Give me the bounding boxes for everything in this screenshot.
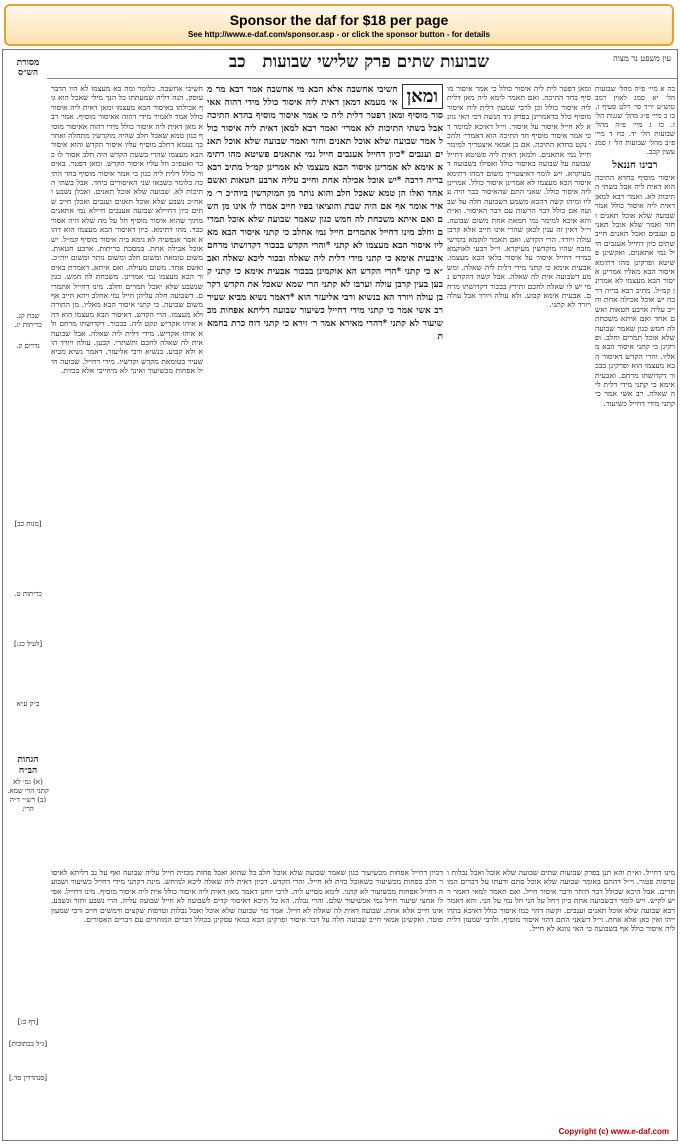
haghot-habach-text: (א) גמ׳ לא קתני הרי שמא. (ב) רש״י ד״ה הרי: <box>7 778 49 813</box>
rabbeinu-chananel-text: איסור מוסיף בחדא התיכה הוא דאית ליה אבל בשתי התיכות לא. ואמר רבא למאן דאית ליה איסור כולל אמר שבועה שלא אוכל תאנים וחזר ואמר שלא אוכל תאנים וענבים ואכל תאנים חייב שתים כיון דחייל אענבים חייל נמי אתאנים. ואקשינן פשיטא ופרקינן מהו דתימא איסור הבא מאליו אמרינן איסור הבא מעצמו לא אמרינן קמ״ל. מתיב רבא בריה דרבה יש אוכל אכילה אחת וחייב עליה ארבע חטאות ואשם אחד ואם איתא משכחת לה חמש כגון שאמר שבועה שלא אוכל תמרים וחלב. ופרקינן כי קתני איסור הבא מאליו. והרי הקדש דאיסור הבא מעצמו הוא ופרקינן בבכור דקדושתו מרחם. ואבעית אימא כי קתני מידי דלית ליה שאלה. רב אשי אמר כי קתני מידי דחייל כשיעור. <box>595 173 675 408</box>
gemara-opening-word: ומאן <box>402 84 443 109</box>
margin-note: [דף כ:] <box>17 1018 39 1026</box>
margin-note: [סנהדרין סד.] <box>9 1074 47 1082</box>
header-rule <box>47 78 677 79</box>
ein-mishpat-title: עין משפט נר מצוה <box>613 54 671 63</box>
margin-note: [מנות כב] <box>14 520 42 528</box>
page-number: כב <box>229 52 246 72</box>
rashi-column <box>51 84 203 864</box>
margin-note: כריתות ט. <box>14 590 42 598</box>
page-header-title: שבועות שתים פרק שלישי שבועות <box>262 52 489 72</box>
sponsor-title: Sponsor the daf for $18 per page <box>229 12 449 28</box>
mesoret-hashas-title: מסורת הש״ס <box>16 58 40 78</box>
ein-mishpat-text: כה א מיי׳ פ״ה מהל׳ שבועות הל׳ יא סמג לאוין רמב טוש״ע יו״ד סי׳ רלט סעיף ז. כו ב מיי׳ פ״ג מהל׳ שגגות הל׳ ז. כז ג מיי׳ פ״ה מהל׳ שבועות הל׳ יד. כח ד מיי׳ פ״ב מהל׳ שבועות הל׳ ז סמג עשין קכב. <box>595 84 675 156</box>
sponsor-subtitle[interactable]: See http://www.e-daf.com/sponsor.asp - or click the sponsor button - for details <box>188 30 490 39</box>
bottom-tosafot-text: מינו דחייל. וא״ת והא תנן בפרק שבועות שתים שבועה שלא אוכל ואכל נבלות וטרפות פטור. וי״ל דהתם באומר שבועה שלא אוכל סתם ודעתו על דברים המותרים. אבל היכא שכולל דבר היתר ודבר איסור חייל. ואם תאמר למאי דאמר ריש לקיש. ויש לומר דבשבועה אחת כיון דחל על הני חל נמי על הני. והא דאמר רבא שבועה שלא אוכל תאנים וענבים. וקשה דהוי כמו איסור כולל דאיכא בתרוייהו ואין כאן אלא אחת. וי״ל דשאני התם דהוי איסור מוסיף. ולרבי שמעון דלית ליה איסור כולל אף בשבועה כי האי גוונא לא חייל. <box>447 868 675 934</box>
bottom-rashi-column <box>51 868 443 1130</box>
gemara-text: חשיבי אחשבה אלא הבא מי אחשבה אמר רבא מר מאי מעמא דמאן דאית ליה איסור כולל מידי דהוה אאיסור מוסיף ומאן דפטר דלית ליה כי אמר איסור מוסיף בהדא התיכה אבל בשתי התיכות לא אמרי׳ ואמר רבא למאן דאית ליה איסור כולל אמר שבועה שלא אוכל תאנים וחזר ואמר שבועה שלא אוכל תאנים וענבים *כיון דחייל אענבים חייל נמי אתאנים פשיטא מהו דתימא אימא לא אמרינן איסור הבא מעצמו לא אמרינן קמ״ל מתיב רבא בריה דרבה *יש אוכל אכילה אחת וחייב עליה ארבע חטאות ואשם אחד ואלו הן טמא שאכל חלב והוא נותר מן המוקדשין ביוה״כ ר׳ מאיר אומר אף אם היה שבת והוציאו בפיו חייב אמרו לו אינו מן השם ואם איתא משכחת לה חמש כגון שאמר שבועה שלא אוכל תמרים וחלב מינו דחייל אתמרים חייל נמי אחלב כי קתני איסור הבא מאליו איסור הבא מעצמו לא קתני *והרי הקדש בבכור דקדושתו מרחם איבעית אימא כי קתני מידי דלית ליה שאלה ובכור ליכא שאלה ואב״א כי קתני *הרי הקדש הא אוקמינן בבכור אבעית אימא כי קתני קבען בעין קרבן עולה וערבו לא קתני הרי שמא שאכל את הקדש דקרבן עולה ויורד הא בנשיא ורבי אליעזר הוא *דאמר נשיא מביא שעיר רב אשי אמר כי קתני מידי דחייל כשיעור שבועה דליתא אפחות מכשיעור לא קתני *דהרי מאירא אמר ר׳ זירא כי קתני דוה כרת בחמאת <box>207 85 443 342</box>
tosafot-text: ומאן דפטר לית ליה איסור כולל כי אמר איסור מוסיף בחד התיכה. ואם תאמר לימא ליה מאן דלית ליה איסור כולל וכן לרבי שמעון דלית ליה איסור מוסיף כלל כדאמרינן בפרק גיד הנשה דכי האי גוונא לא חייל איסור על איסור. וי״ל דאיכא למימר דכי אמר איסור מוסיף חד התיכה הוא דאמרי׳ ולהכי נקט בחדא התיכה. אם כן אמאי איצטריך למימר חייל נמי אתאנים. ולמאן דאית ליה פשיטא דחייל שבועה על שבועה באיסור כולל ואפילו בשבועה דמעיקרא. ויש לומר דאיצטריך משום דמהו דתימא איסור הבא מעצמו לא אמרינן איסור כולל. אמרינן ליה איסור כולל. שאני התם שהאיסור כבר היה עליו ומיהו קשה דהכא משמע דשבועה חלה על שבועה אם כולל דבר הרשות עם דבר האיסור. וא״ת והא איכא למימר נמי חמאת אחת משום שבועה. וי״ל דאין זה ענין לכאן שהרי אינו חייב אלא קרבן עולה ויורד. הרי הקדש. ואם תאמר לוקמא בקדשי מזבח שהיו מוקדשין מעיקרא. וי״ל דבעי לאוקמא במידי דחייל איסור על איסור בלאו הבא מעצמו. אבעית אימא כי קתני מידי דלית ליה שאלה. ומשמע דשבועה אית לה שאלה. אבל קשה דהקדש נמי יש לו שאלה לחכם ותירץ בבכור דקדושתו מרחם. אבעית אימא קבוע. ולא עולה ויורד אבל עולה ויורד לא קתני. <box>447 84 591 310</box>
rabbeinu-chananel-title: רבינו חננאל <box>612 160 658 171</box>
copyright-notice[interactable]: Copyright (c) www.e-daf.com <box>558 1127 669 1136</box>
talmud-page <box>2 49 678 1141</box>
tosafot-column <box>447 84 591 864</box>
margin-note: שבת קנ. כריתות יג. <box>14 312 42 329</box>
bottom-tosafot-column <box>447 868 675 1130</box>
margin-note: נדרים ק. <box>16 342 40 350</box>
haghot-habach-title: הגהות הב״ח <box>17 755 39 776</box>
margin-note: [לעיל כג:] <box>13 640 43 648</box>
sponsor-banner[interactable] <box>4 4 674 46</box>
margin-note: [ג״ל בכתובות] <box>8 1040 48 1048</box>
bottom-rashi-text: דכיון דחייל אפחות מכשיעור כגון שאמר שבועה שלא אוכל חלב כל שהוא ואכל פחות מכזית חייל עליה שבועה ואף על גב דליתא לאיסור חלב בפחות מכשיעור כשאוכל כזית לא חייל. והרי הקדש. דכיון דאית ליה שאלה ליכא למיחש. מינה דקתני מידי דחייל כשיעור ושבועה דחייל אפחות מכשיעור לא קתני. לימא מסייע ליה. לרבי יוחנן דאמר מאן דאית ליה איסור כולל אית ליה איסור מוסיף. מינו דחייל. אפילו אחצי שיעור חייל נמי אכשיעור שלם. והרי נבלה. הא כל היכא דאיסור קדים לשבועה לא חייל שבועה עליה. הרי נשבע וחזר ונשבע. אינו חייב אלא אחת. שבועה דאית לה שאלה לא חייל. אמר מר שבועה שלא אוכל ואכל נבלות וטרפות שקצים ורמשים חייב ורבי שמעון פוטר. ואקשינן אמאי חייב שבועה חלה על דבר איסור ופרקינן הכא במאי עסקינן בכולל דברים המותרים עם דברים האסורים. <box>51 868 443 925</box>
rashi-text: חשיבי אחשבה. כלומר ומה בא מעצמו לא היו הדבר עוסק. הנה דליה שמעתתו כל הנך מילי שאכל הוא גוף אכילתו באיסור הבא מעצמו ומאן דאית ליה איסור כולל אמר לאמיר מידי דהוה אאיסור מוסיף. אמר רבא מאן דאית ליה איסור כולל מידי דהוה אאיסור מוסיף כגון טמא שאכל חלב שהיה מוקדשין מתחלה ואחר כך נטמא דחלב מוסיף עליו איסור הקדש והוא איסור הבא מעצמו שהרי בשעת הקדש היה חלב אסור לו כבר ואעפ״כ חל עליו איסור הקדש. ומאן דפטר. באיסור כולל דלית ליה כגון כי אמר איסור מוסיף בחד התיכה כלומר כשבאו שני האיסורים ביחד. אבל בשתי התיכות לא. שבועה שלא אוכל תאנים. ואכלן נשבע ואח״כ נשבע שלא אוכל תאנים וענבים ואכלן חייב שתים כיון דחיילא שבועה אענבים חיילא נמי אתאנים מתוך שהוא איסור מוסיף חל על מה שלא היה אסור כבר. מהו דתימא. כיון דאיסור הבא מעצמו הוא דהוא אסר אנפשיה לא נימא ביה איסור מוסיף קמ״ל. יש אוכל אכילה אחת. במסכת כריתות. ארבע חטאות. משום טומאה ומשום חלב ומשום נותר ומשום יוה״כ. ואשם אחד. משום מעילה. ואם איתא. דאמרת באיסור הבא מעצמו נמי אמרינן. משכחת לה חמש. כגון שנשבע שלא יאכל תמרים וחלב. מינו דחייל אתמרים. דשבועה חלה עליהן חייל נמי אחלב ויהא חייב אף משום שבועה. כי קתני איסור הבא מאליו. מן התורה ולא מעצמו. הרי הקדש. דאיסור הבא מעצמו הוא דהא איהו אקדיש ונקט ליה. בבכור. דקדושתו מרחם ולא איהו אקדיש. מידי דלית ליה שאלה. אבל שבועה אית לה שאלה לחכם ותשתרי. קבען. עולה ויורד הוא ולא קבוע. בנשיא ורבי אליעזר. דאמר נשיא מביא שעיר בטומאת מקדש וקדשיו. מידי דחייל. שבועה חייל אפחות מכשיעור ואינך לא מיחייבי אלא בכזית. <box>51 84 203 376</box>
rabbeinu-chananel-column <box>595 84 675 964</box>
margin-note: ב״ק ע״א <box>16 700 40 708</box>
